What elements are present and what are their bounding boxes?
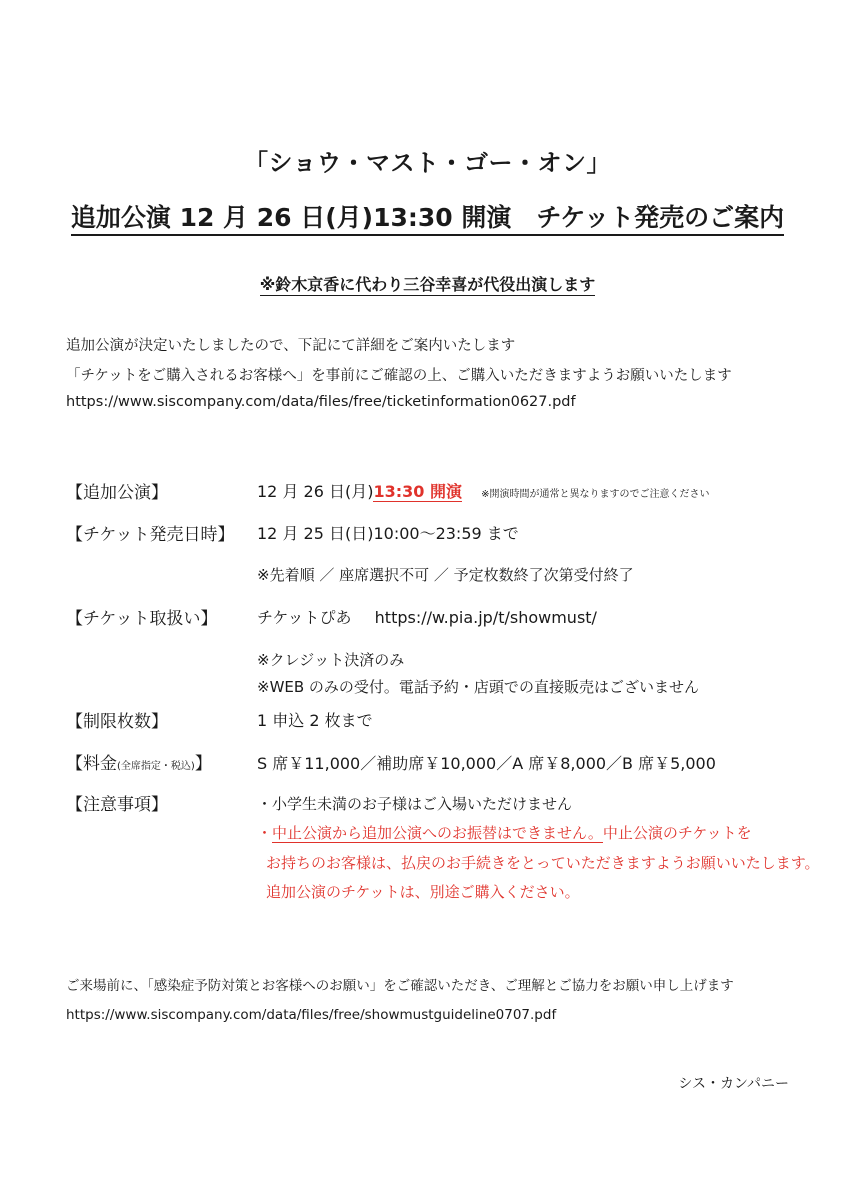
ticket-info-link[interactable]: https://www.siscompany.com/data/files/free/ticketinformation0627.pdf [66,394,576,410]
limit-label: 【制限枚数】 [66,712,168,732]
subtitle-text: 追加公演 12 月 26 日(月)13:30 開演 チケット発売のご案内 [71,203,784,236]
performance-note: ※開演時間が通常と異なりますのでご注意ください [481,489,710,500]
caution-line-2-rest: 中止公演のチケットを [602,824,752,842]
handling-label: 【チケット取扱い】 [66,609,218,629]
footer-line: ご来場前に、「感染症予防対策とお客様へのお願い」をご確認いただき、ご理解とご協力をお願い申し上げます [66,978,734,994]
caution-line-4: 追加公演のチケットは、別途ご購入ください。 [266,883,580,901]
price-value: S 席￥11,000／補助席￥10,000／A 席￥8,000／B 席￥5,000 [257,754,716,773]
pia-link[interactable]: https://w.pia.jp/t/showmust/ [374,608,597,627]
cast-notice-text: ※鈴木京香に代わり三谷幸喜が代役出演します [259,275,596,294]
handling-note-2: ※WEB のみの受付。電話予約・店頭での直接販売はございません [257,678,699,696]
price-label [66,749,212,774]
intro-line-1: 追加公演が決定いたしましたので、下記にて詳細をご案内いたします [66,338,516,354]
caution-line-1: ・小学生未満のお子様はご入場いただけません [257,795,573,813]
sale-value: 12 月 25 日(日)10:00～23:59 まで [257,524,519,543]
performance-date: 12 月 26 日(月) [257,482,374,501]
signature: シス・カンパニー [678,1076,789,1092]
performance-time: 13:30 開演 [373,482,462,501]
handling-value [257,605,597,628]
page-title: 「ショウ・マスト・ゴー・オン」 [243,149,612,177]
page-subtitle [0,198,855,234]
performance-label: 【追加公演】 [66,483,168,503]
sale-label: 【チケット発売日時】 [66,525,235,545]
price-label-main: 【料金 [66,754,117,774]
limit-value: 1 申込 2 枚まで [257,711,373,730]
cautions-label: 【注意事項】 [66,795,168,815]
caution-line-2-underlined: 中止公演から追加公演へのお振替はできません。 [272,824,603,842]
caution-line-2 [257,822,752,843]
performance-value [257,479,709,502]
price-label-sub: (全席指定・税込) [117,761,195,772]
caution-line-3: お持ちのお客様は、払戻のお手続きをとっていただきますようお願いいたします。 [266,854,820,872]
caution-line-2-prefix: ・ [257,824,273,842]
intro-line-2: 「チケットをご購入されるお客様へ」を事前にご確認の上、ご購入いただきますようお願いいたします [66,368,732,384]
handling-note-1: ※クレジット決済のみ [257,651,405,669]
sale-note: ※先着順 ／ 座席選択不可 ／ 予定枚数終了次第受付終了 [257,566,634,584]
guideline-link[interactable]: https://www.siscompany.com/data/files/free/showmustguideline0707.pdf [66,1007,557,1023]
handling-vendor: チケットぴあ [257,608,352,627]
cast-notice [0,272,855,295]
price-label-end: 】 [194,754,212,774]
